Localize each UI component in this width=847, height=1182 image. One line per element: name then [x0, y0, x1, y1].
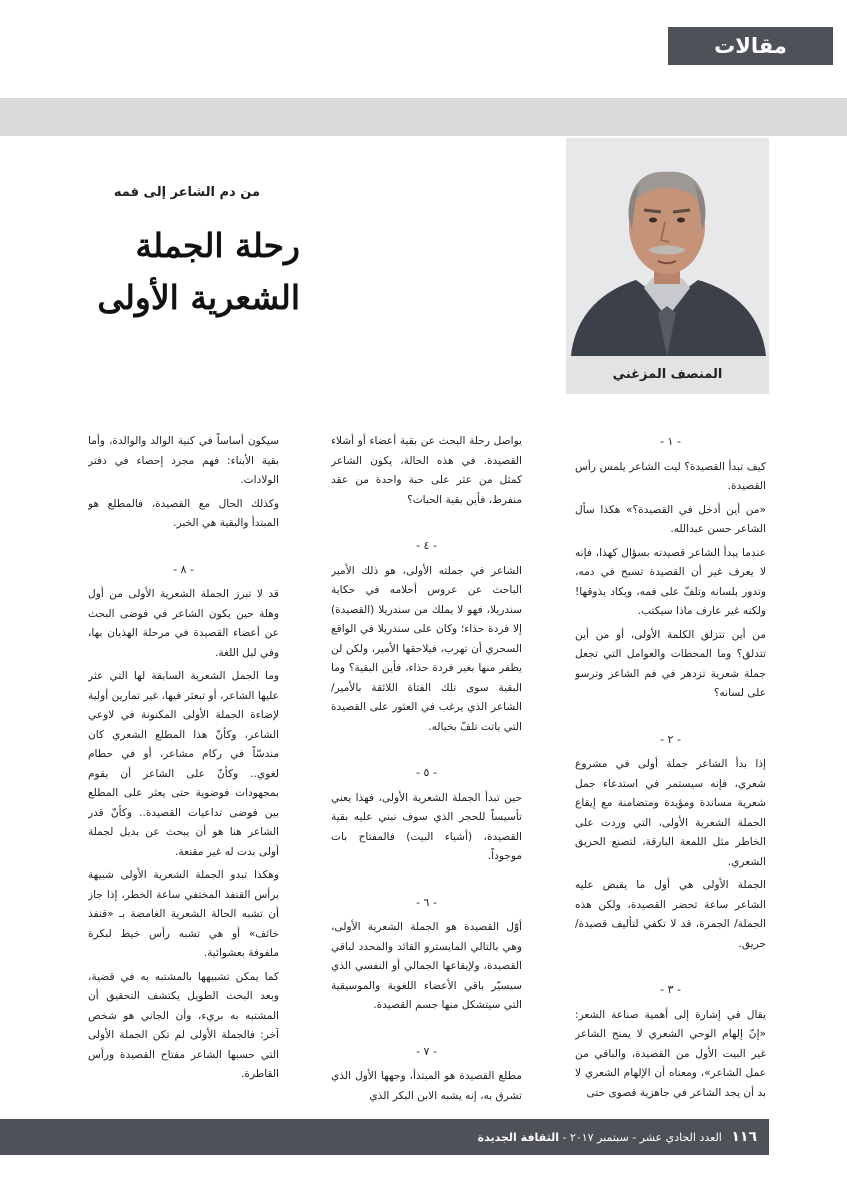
paragraph: عندما يبدأ الشاعر قصيدته بسؤال كهذا، فإنه لا يعرف غير أن القصيدة تسبح في دمه، وتدور بلسانه وتلفّ على فمه، ويكاد يذوقها! ولكنه غير عارف ماذا سيكتب.: [575, 546, 766, 617]
paragraph: وكذلك الحال مع القصيدة، فالمطلع هو المبتدأ والبقية هي الخبر.: [88, 497, 279, 529]
section-number: - ٤ -: [416, 539, 437, 552]
magazine-brand: الثقافة الجديدة: [477, 1131, 559, 1144]
paragraph: يواصل رحلة البحث عن بقية أعضاء أو أشلاء القصيدة. في هذه الحالة، يكون الشاعر كمثل من عثر على حبة واحدة من عقد منفرط، فأين بقية الحبات؟: [331, 435, 522, 506]
paragraph: يقال في إشارة إلى أهمية صناعة الشعر: «إنّ إلهام الوحي الشعري لا يمنح الشاعر غير البيت الأول من القصيدة، والباقي من عمل الشاعر»، ومعناه أن الإلهام الشعري لا بد أن يجد الشاعر في جاهزية قصوى حتى: [575, 1008, 766, 1099]
section-number: - ١ -: [660, 435, 681, 448]
paragraph: «من أين أدخل في القصيدة؟» هكذا سأل الشاعر حسن عبدالله.: [575, 503, 766, 535]
title-line-2: الشعرية الأولى: [97, 278, 300, 317]
page-footer: [0, 1119, 769, 1155]
section-number: - ٥ -: [416, 766, 437, 779]
section-number: - ٧ -: [416, 1044, 437, 1058]
text-column-middle: [331, 432, 522, 1122]
paragraph: وما الجمل الشعرية السابقة لها التي عثر عليها الشاعر، أو تبعثر فيها، غير تمارين أولية لإضاءة الجملة الأولى المكنونة في لاوعي الشاعر، وكأنّ هذا المطلع الشعري كان مندسّاً في ركام مشاعر، أو في حطام لغوي.. وكأنّ على الشاعر أن يقوم بمجهودات فوضوية حتى يعثر على المطلع بين فوضى تداعيات القصيدة.. وكأنّ قدر الشاعر هنا هو أن يبحث عن بديل لجملة أولى بدت له غير مقنعة.: [88, 670, 279, 858]
issue-info: العدد الحادي عشر - سبتمبر ٢٠١٧ -: [562, 1131, 722, 1144]
article-subtitle: من دم الشاعر إلى فمه: [113, 185, 260, 200]
paragraph: الشاعر في جملته الأولى، هو ذلك الأمير الباحث عن عروس أحلامه في حكاية سندريلا، فهو لا يملك من سندريلا (القصيدة) إلا فردة حذاء؛ وكان على سندريلا في الواقع السحري أن تهرب، فيلاحقها الأمير، ولكن لن يظفر منها بغير فردة حذاء، فأين البقية؟ وما البقية سوى تلك الفتاة اللائقة بالأمير/ الشاعر الذي يرغب في العثور على القصيدة التي باتت تلفّ بخياله.: [331, 564, 522, 733]
section-label: مقالات: [668, 27, 833, 65]
article-title: [60, 220, 300, 324]
text-column-left: [88, 432, 279, 1122]
paragraph: الجملة الأولى هي أول ما يقبض عليه الشاعر ساعة تحضر القصيدة، ولكن هذه الجملة/ الجمرة، قد لا تكفي لتأليف قصيدة/ حريق.: [575, 879, 766, 950]
paragraph: حين تبدأ الجملة الشعرية الأولى، فهذا يعني تأسيساً للحجر الذي سوف نبني عليه بقية القصيدة، (أشياء البيت) فالمفتاح بات موجوداً.: [331, 791, 522, 862]
header-band: [0, 98, 847, 136]
author-portrait: [566, 138, 769, 356]
paragraph: كيف تبدأ القصيدة؟ ليت الشاعر يلمس رأس القصيدة.: [575, 460, 766, 492]
section-number: - ٢ -: [660, 732, 681, 746]
paragraph: مطلع القصيدة هو المبتدأ، وجهها الأول الذي تشرق به، إنه يشبه الابن البكر الذي: [331, 1070, 522, 1102]
paragraph: إذا بدأ الشاعر جملة أولى في مشروع شعري، فإنه سيستمر في استدعاء جمل شعرية مساندة ومؤيدة ومتضامنة مع إيقاع الجملة الشعرية الأولى، التي وردت على الخاطر مثل اللمعة البارقة، لتصنع الحريق الشعري.: [575, 758, 766, 868]
paragraph: قد لا تبرز الجملة الشعرية الأولى من أول وهلة حين يكون الشاعر في فوضى البحث عن أعضاء القصيدة في مرحلة الهذيان بها، وفي ليل اللغة.: [88, 588, 279, 659]
section-number: - ٨ -: [173, 562, 194, 576]
section-number: - ٦ -: [416, 895, 437, 909]
author-photo-box: [566, 138, 769, 394]
section-number: - ٣ -: [660, 983, 681, 996]
paragraph: وهكذا تبدو الجملة الشعرية الأولى شبيهة برأس القنفذ المختفي ساعة الخطر، إذا جاز أن تشبه الحالة الشعرية الغامضة بـ «قنفذ خائف» أو هي تشبه رأس خيط لبكرة ملفوفة بعشوائية.: [88, 869, 279, 959]
paragraph: من أين تتزلق الكلمة الأولى، أو من أين تتدلق؟ وما المحطات والعوامل التي تجعل جملة شعرية تزدهر في فم الشاعر وترسو على لسانه؟: [575, 628, 766, 699]
title-line-1: رحلة الجملة: [135, 226, 300, 265]
text-column-right: [575, 432, 766, 1122]
paragraph: كما يمكن تشبيهها بالمشتبه به في قضية، وبعد البحث الطويل يكتشف التحقيق أن المشتبه به بريء، وأن الجاني هو شخص آخر: فالجملة الأولى لم تكن الجملة الأولى التي حسبها الشاعر مفتاح القصيدة ورأس القاطرة.: [88, 970, 279, 1080]
paragraph: أوّل القصيدة هو الجملة الشعرية الأولى، وهي بالتالي المايسترو القائد والمحدد لباقي القصيدة، ولإيقاعها الجمالي أو النفسي الذي سيسيّر باقي الأعضاء اللغوية والموسيقية التي سيتشكل منها جسم القصيدة.: [331, 921, 522, 1011]
author-name: المنصف المزغني: [612, 367, 723, 382]
paragraph: سيكون أساساً في كنية الوالد والوالدة، وأما بقية الأبناء: فهم مجرد إحصاء في دفتر الولادات.: [88, 435, 279, 486]
page-number: ١١٦: [731, 1129, 757, 1145]
